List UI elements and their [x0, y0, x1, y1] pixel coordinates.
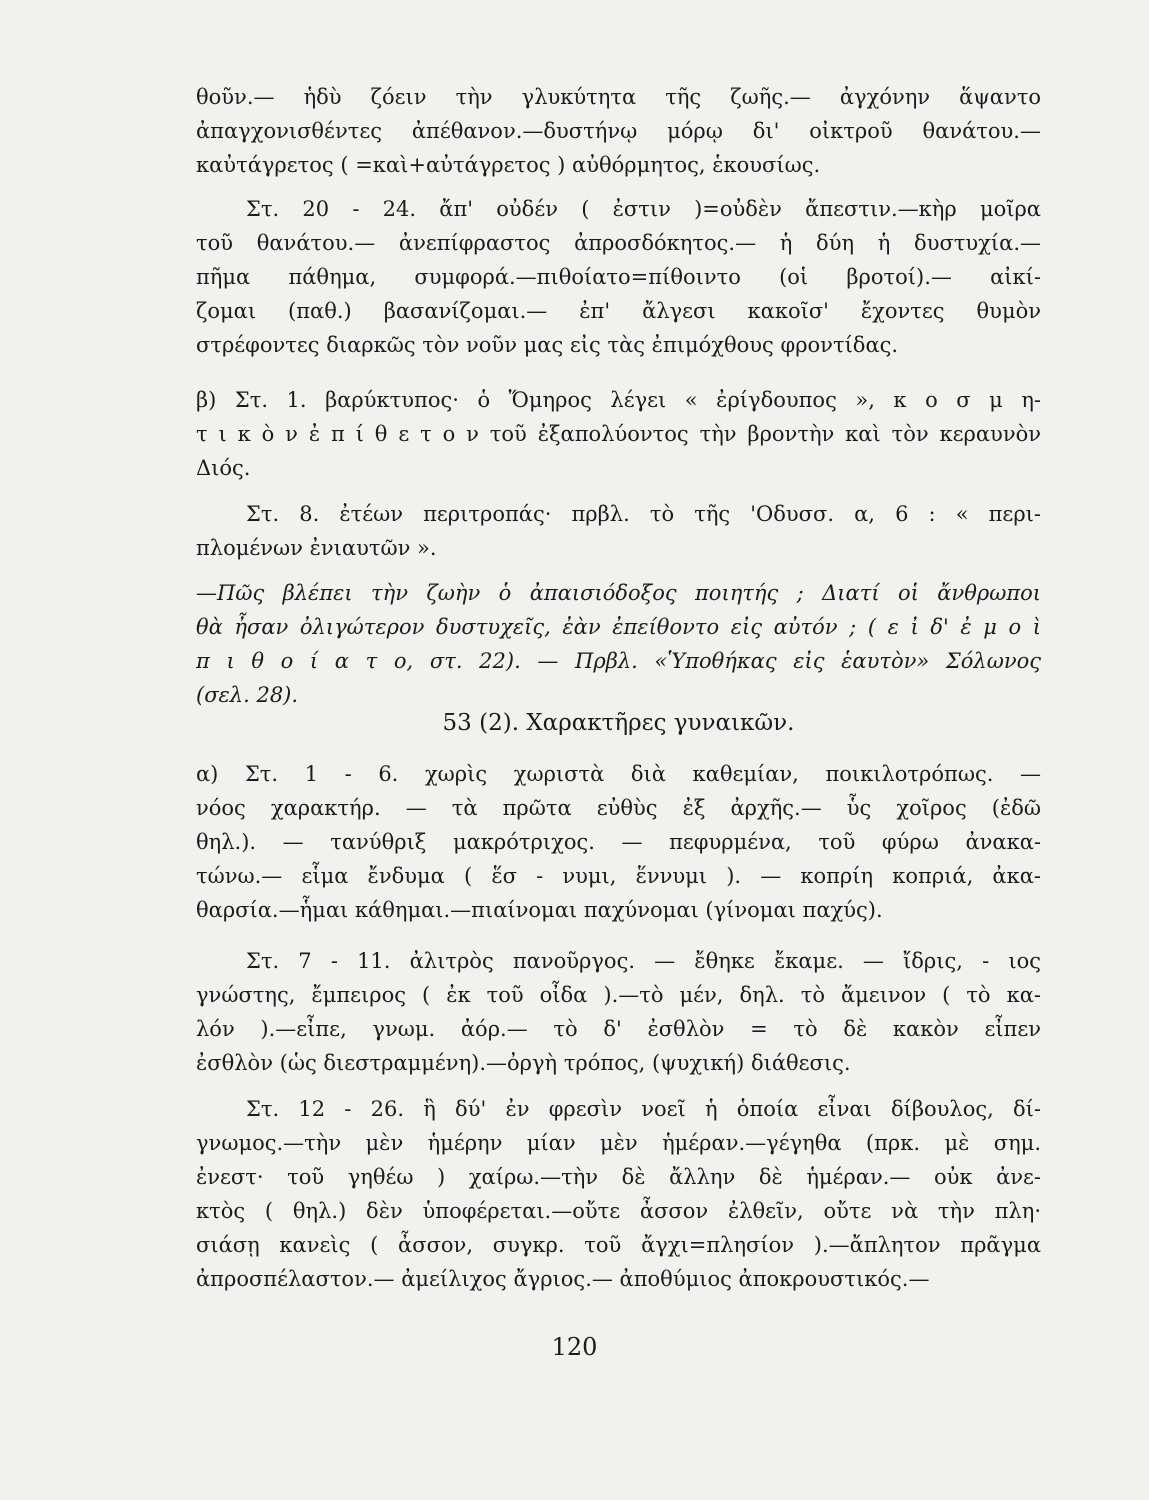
page-number: 120	[551, 1333, 598, 1361]
text-line: θαρσία.—ἧμαι κάθημαι.—πιαίνομαι παχύνομαι (γίνομαι παχύς).	[196, 898, 883, 922]
paragraph-1	[196, 80, 1041, 182]
text-line: α) Στ. 1 - 6. χωρὶς χωριστὰ διὰ καθεμίαν, ποικιλοτρόπως. —	[196, 762, 1041, 786]
text-line: ἀπροσπέλαστον.— ἀμείλιχος ἄγριος.— ἀποθύμιος ἀποκρουστικός.—	[196, 1267, 930, 1291]
text-line: τώνω.— εἷμα ἔνδυμα ( ἕσ - νυμι, ἕννυμι ). — κοπρίη κοπριά, ἀκα-	[196, 864, 1041, 888]
text-line: ἐσθλὸν (ὡς διεστραμμένη).—ὀργὴ τρόπος, (ψυχική) διάθεσις.	[196, 1051, 851, 1075]
paragraph-6	[196, 757, 1041, 927]
text-line: κτὸς ( θηλ.) δὲν ὑποφέρεται.—οὔτε ἆσσον ἐλθεῖν, οὔτε νὰ τὴν πλη·	[196, 1199, 1041, 1223]
text-line: Στ. 20 - 24. ἄπ' οὐδέν ( ἐστιν )=οὐδὲν ἄπεστιν.—κὴρ μοῖρα	[246, 197, 1041, 221]
paragraph-5	[196, 576, 1041, 712]
text-line: καὐτάγρετος ( =καὶ+αὐτάγρετος ) αὐθόρμητος, ἑκουσίως.	[196, 153, 821, 177]
paragraph-4	[196, 497, 1041, 565]
text-line: τοῦ θανάτου.— ἀνεπίφραστος ἀπροσδόκητος.— ἡ δύη ἡ δυστυχία.—	[196, 231, 1041, 255]
text-line: νόος χαρακτήρ. — τὰ πρῶτα εὐθὺς ἐξ ἀρχῆς.— ὗς χοῖρος (ἐδῶ	[196, 796, 1041, 820]
text-line: (σελ. 28).	[196, 683, 299, 707]
paragraph-8	[196, 1092, 1041, 1296]
heading-text: 53 (2). Χαρακτῆρες γυναικῶν.	[442, 710, 795, 736]
text-line: π ι θ ο ί α τ ο, στ. 22). — Πρβλ. «Ὑποθήκας εἰς ἑαυτὸν» Σόλωνος	[196, 649, 1041, 673]
text-line: Στ. 12 - 26. ἣ δύ' ἐν φρεσὶν νοεῖ ἡ ὁποία εἶναι δίβουλος, δί-	[246, 1097, 1041, 1121]
text-line: γνώστης, ἔμπειρος ( ἐκ τοῦ οἶδα ).—τὸ μέν, δηλ. τὸ ἄμεινον ( τὸ κα-	[196, 983, 1041, 1007]
text-line: β) Στ. 1. βαρύκτυπος· ὁ Ὅμηρος λέγει « ἐρίγδουπος », κ ο σ μ η-	[196, 388, 1041, 412]
text-line: Διός.	[196, 456, 251, 480]
text-line: —Πῶς βλέπει τὴν ζωὴν ὁ ἀπαισιόδοξος ποιητής ; Διατί οἱ ἄνθρωποι	[196, 581, 1041, 605]
text-line: γνωμος.—τὴν μὲν ἡμέρην μίαν μὲν ἡμέραν.—γέγηθα (πρκ. μὲ σημ.	[196, 1131, 1041, 1155]
text-line: στρέφοντες διαρκῶς τὸν νοῦν μας εἰς τὰς ἐπιμόχθους φροντίδας.	[196, 333, 899, 357]
section-heading	[196, 706, 1041, 740]
text-line: Στ. 7 - 11. ἀλιτρὸς πανοῦργος. — ἔθηκε ἔκαμε. — ἴδρις, - ιος	[246, 949, 1041, 973]
text-line: πῆμα πάθημα, συμφορά.—πιθοίατο=πίθοιντο (οἱ βροτοί).— αἰκί-	[196, 265, 1041, 289]
text-line: σιάσῃ κανεὶς ( ἆσσον, συγκρ. τοῦ ἄγχι=πλησίον ).—ἄπλητον πρᾶγμα	[196, 1233, 1041, 1257]
text-line: λόν ).—εἶπε, γνωμ. ἀόρ.— τὸ δ' ἐσθλὸν = τὸ δὲ κακὸν εἶπεν	[196, 1017, 1041, 1041]
paragraph-2	[196, 192, 1041, 362]
text-line: ζομαι (παθ.) βασανίζομαι.— ἐπ' ἄλγεσι κακοῖσ' ἔχοντες θυμὸν	[196, 299, 1041, 323]
paragraph-7	[196, 944, 1041, 1080]
text-line: πλομένων ἐνιαυτῶν ».	[196, 536, 437, 560]
text-line: Στ. 8. ἐτέων περιτροπάς· πρβλ. τὸ τῆς 'Οδυσσ. α, 6 : « περι-	[246, 502, 1041, 526]
text-line: θοῦν.— ἡδὺ ζόειν τὴν γλυκύτητα τῆς ζωῆς.— ἀγχόνην ἅψαντο	[196, 85, 1041, 109]
text-line: τ ι κ ὸ ν ἐ π ί θ ε τ ο ν τοῦ ἐξαπολύοντος τὴν βροντὴν καὶ τὸν κεραυνὸν	[196, 422, 1041, 446]
text-line: ἀπαγχονισθέντες ἀπέθανον.—δυστήνῳ μόρῳ δι' οἰκτροῦ θανάτου.—	[196, 119, 1041, 143]
paragraph-3	[196, 383, 1041, 485]
text-line: ἐνεστ· τοῦ γηθέω ) χαίρω.—τὴν δὲ ἄλλην δὲ ἡμέραν.— οὐκ ἀνε-	[196, 1165, 1041, 1189]
text-line: θὰ ἦσαν ὀλιγώτερον δυστυχεῖς, ἐὰν ἐπείθοντο εἰς αὐτόν ; ( ε ἰ δ' ἐ μ ο ὶ	[196, 615, 1041, 639]
text-line: θηλ.). — τανύθριξ μακρότριχος. — πεφυρμένα, τοῦ φύρω ἀνακα-	[196, 830, 1041, 854]
